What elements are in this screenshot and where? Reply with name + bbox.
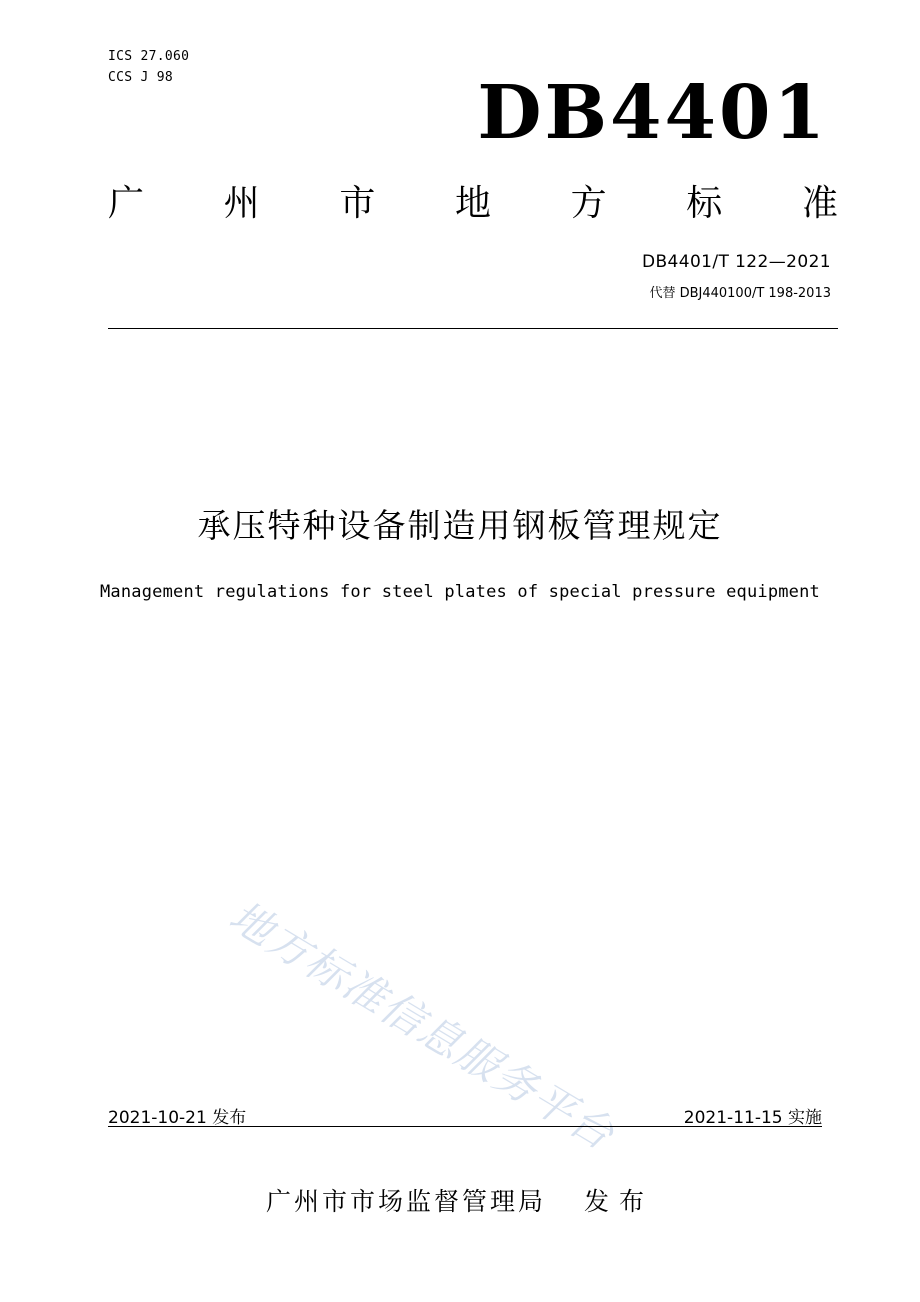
standard-type-char: 广	[108, 183, 145, 224]
document-title-english: Management regulations for steel plates of special pressure equipment	[99, 582, 820, 602]
db-code: DB4401	[477, 70, 828, 156]
standard-type-char: 准	[801, 183, 838, 224]
issuer-name: 广州市市场监督管理局	[265, 1187, 546, 1216]
replaces-standard: 代替 DBJ440100/T 198-2013	[649, 286, 831, 301]
header-divider	[108, 328, 838, 329]
issuer	[0, 1182, 920, 1218]
standard-type-char: 标	[686, 183, 723, 224]
standard-type-char: 市	[339, 183, 376, 224]
document-title-chinese: 承压特种设备制造用钢板管理规定	[197, 506, 723, 545]
ccs-code: CCS J 98	[108, 70, 174, 85]
standard-type-char: 地	[454, 183, 491, 224]
standard-type	[108, 180, 838, 228]
standard-number: DB4401/T 122—2021	[641, 252, 831, 272]
ics-code: ICS 27.060	[108, 49, 190, 64]
date-divider	[108, 1126, 822, 1127]
watermark: 地方标准信息服务平台	[221, 891, 624, 1160]
issuer-action: 发布	[584, 1187, 655, 1216]
classification-codes	[108, 46, 189, 88]
standard-type-char: 州	[223, 183, 260, 224]
standard-type-char: 方	[570, 183, 607, 224]
issue-date: 2021-10-21 发布	[108, 1108, 247, 1128]
implementation-date: 2021-11-15 实施	[683, 1108, 822, 1128]
